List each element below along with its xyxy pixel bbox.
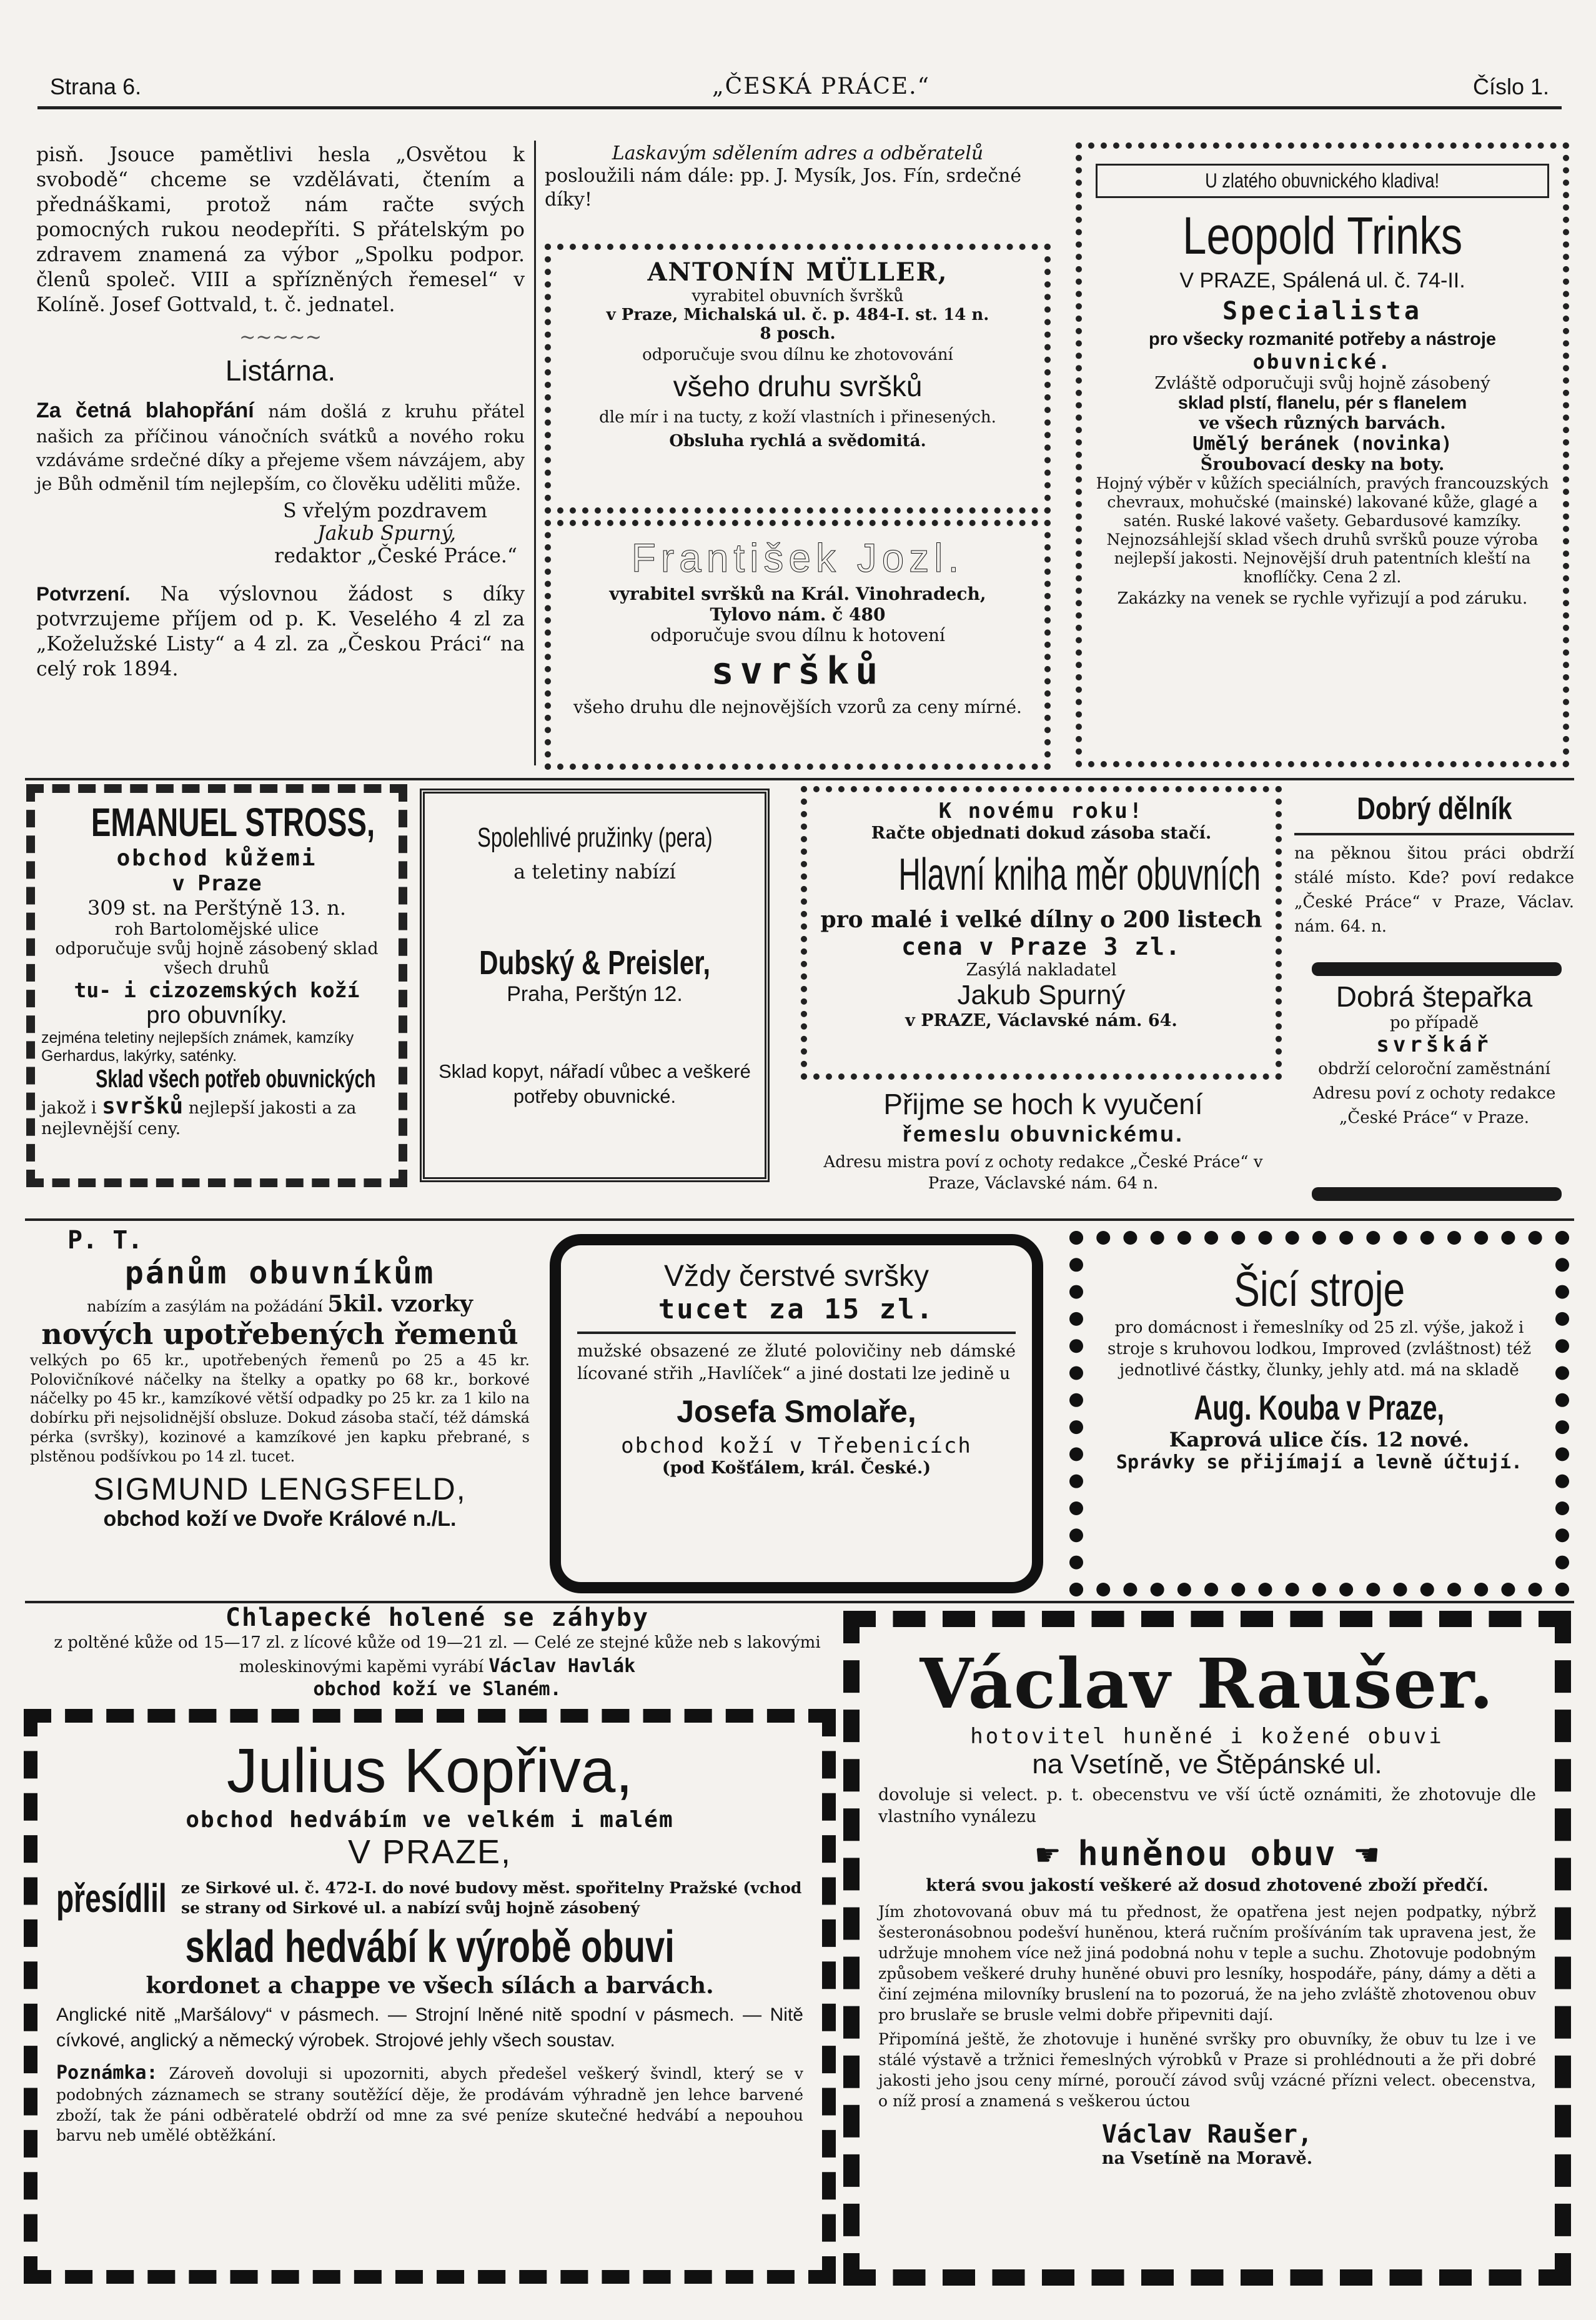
trinks-line-3: Zvláště odporučuji svůj hojně zásobený — [1154, 374, 1490, 393]
dubsky-line-1-text: Spolehlivé pružinky (pera) — [477, 822, 713, 853]
ad-kopriva — [24, 1709, 836, 2284]
kopriva-big-text: sklad hedvábí k výrobě obuvi — [185, 1922, 675, 1972]
smolar-name: Josefa Smolaře, — [677, 1394, 916, 1430]
ad-havlak — [50, 1603, 825, 1700]
kopriva-line-2: ze Sirkové ul. č. 472-I. do nové budovy měst. spořitelny Pražské (vchod se strany od Sirkové ul. a nabízí svůj hojně zásobený — [181, 1878, 802, 1917]
section-rule-1 — [25, 778, 1574, 780]
stross-name — [41, 799, 392, 845]
muller-name: ANTONÍN MÜLLER, — [647, 257, 948, 287]
delnik-text: na pěknou šitou práci obdrží stálé místo. Kde? poví redakce „České Práce“ v Praze, Václav. nám. 64. n. — [1294, 844, 1574, 936]
kouba-name-text: Aug. Kouba v Praze, — [1194, 1388, 1445, 1428]
ad-dubsky — [420, 789, 770, 1182]
kopriva-note — [56, 2061, 803, 2146]
hoch-line-3: Adresu mistra poví z ochoty redakce „České Práce“ v Praze, Václavské nám. 64 n. — [823, 1153, 1263, 1193]
kniha-line-5: Zasýlá nakladatel — [966, 960, 1117, 980]
rauser-signature: Václav Raušer, — [1101, 2120, 1313, 2149]
havlak-body: z poltěné kůže od 15—17 zl. z lícové kůže od 19—21 zl. — Celé ze stejné kůže neb s lakovými moleskinovými kapěmi vyrábí — [54, 1633, 821, 1676]
trinks-line-4: sklad plstí, flanelu, pér s flanelem — [1177, 393, 1467, 413]
rauser-line-4: která svou jakostí veškeré až dosud zhotovené zboží předčí. — [926, 1876, 1489, 1896]
dubsky-addr: Praha, Perštýn 12. — [507, 982, 683, 1006]
stross-line-10a: jakož i — [41, 1098, 102, 1118]
dubsky-name — [434, 943, 756, 982]
rauser-big: huněnou obuv — [1078, 1834, 1337, 1874]
ad-jozl — [545, 520, 1051, 770]
trinks-line-7: Šroubovací desky na boty. — [1200, 455, 1445, 474]
kniha-line-6: v PRAZE, Václavské nám. 64. — [905, 1011, 1177, 1030]
hand-left-icon: ☛ — [1034, 1838, 1061, 1873]
lengsfeld-line-3a: nabízím a zasýlám na požádání — [87, 1298, 328, 1315]
smolar-line-4: obchod koží v Třebenicích — [621, 1433, 972, 1459]
smolar-line-5: (pod Košťálem, král. České.) — [662, 1458, 931, 1478]
kopriva-big — [56, 1921, 803, 1973]
jozl-name: František Jozl. — [631, 535, 964, 580]
trinks-top — [1096, 164, 1549, 198]
stepar-title: Dobrá štepařka — [1336, 980, 1533, 1013]
column-left — [36, 142, 525, 682]
lengsfeld-line-4: nových upotřebených řemenů — [41, 1317, 518, 1351]
kouba-text: pro domácnost i řemeslníky od 25 zl. výše, jakož i stroje s kruhovou lodkou, Improved (zvláštnost) též jednotlivé částky, člunky, jehly atd. má na skladě — [1107, 1318, 1532, 1380]
stross-line-9 — [41, 1065, 392, 1093]
kopriva-line-1: obchod hedvábím ve velkém i malém — [186, 1807, 674, 1833]
kopriva-line-3: kordonet a chappe ve všech sílách a barvách. — [146, 1973, 714, 1999]
stepar-text: obdrží celoroční zaměstnání Adresu poví z ochoty redakce „České Práce“ v Praze. — [1312, 1060, 1556, 1127]
kouba-line-1: Správky se přijímají a levně účtují. — [1116, 1451, 1523, 1474]
laskavym-text: Laskavým sdělením adres a odběratelů — [612, 142, 984, 164]
hoch-line-2: řemeslu obuvnickému. — [902, 1121, 1184, 1147]
listarna-body: nám došlá z kruhu přátel našich za příčinou vánočních svátků a nového roku vzdáváme srdečné díky a přejeme všem návzájem, aby je Bůh odměnil tím nejlepším, co člověku uděliti může. — [36, 401, 525, 495]
header-rule — [37, 106, 1562, 109]
rauser-text-2: Připomíná ještě, že zhotovuje i huněné svršky pro obuvníky, že obuv tu lze i ve stálé výstavě a tržnici řemeslných výrobků v Praze si prohlédnouti a že při dobré jakosti jeho jsou ceny mírné, poroučí závod svůj vzácné přízni velect. obecenstva, o níž prosí a znamená s veškerou úctou — [878, 2030, 1536, 2111]
rauser-name: Václav Raušer. — [919, 1643, 1495, 1724]
trinks-line-8: Hojný výběr v kůžích speciálních, pravých francouzských chevraux, mohučské (mainské) lakované kůže, glagé a satén. Ruské lakové vašety. Gebardusové kamzíky. Nejnozsáhlejší sklad všech druhů svršků pouze výroba nejlepší jakosti. Nejnovější druh patentních kleští na knoflíčky. Cena 2 zl. — [1096, 474, 1549, 586]
stross-line-9-text: Sklad všech potřeb obuvnických — [96, 1065, 376, 1093]
kopriva-name: Julius Kopřiva, — [226, 1736, 633, 1806]
ad-kouba — [1069, 1231, 1569, 1596]
stross-line-2: v Praze — [172, 871, 262, 896]
kouba-title — [1096, 1261, 1543, 1318]
stross-line-10 — [41, 1093, 392, 1138]
kniha-title — [813, 849, 1269, 900]
stross-line-7: pro obuvníky. — [146, 1002, 287, 1028]
havlak-addr: obchod koží ve Slaném. — [313, 1678, 562, 1701]
black-bar-2 — [1312, 1187, 1562, 1201]
kniha-line-2: Račte objednati dokud zásoba stačí. — [871, 824, 1212, 843]
dubsky-line-1 — [434, 822, 756, 854]
muller-line-2: v Praze, Michalská ul. č. p. 484-I. st. 14 n. — [606, 306, 989, 324]
greeting: S vřelým pozdravem — [283, 500, 487, 523]
delnik-title-text: Dobrý dělník — [1356, 791, 1512, 826]
column-middle — [545, 142, 1051, 212]
dubsky-line-2: a teletiny nabízí — [513, 860, 676, 884]
signature-role: redaktor „České Práce.“ — [274, 545, 517, 568]
stross-line-1: obchod kůžemi — [116, 845, 317, 871]
delnik-title — [1294, 790, 1574, 827]
ad-lengsfeld — [30, 1226, 530, 1531]
dubsky-name-text: Dubský & Preisler, — [479, 944, 710, 982]
jozl-big: svršků — [711, 649, 885, 693]
ad-trinks — [1076, 142, 1569, 767]
potvrzeni-text — [36, 581, 525, 682]
dubsky-line-3: Sklad kopyt, nářadí vůbec a veškeré potřeby obuvnické. — [439, 1060, 751, 1108]
ad-stepar — [1294, 980, 1574, 1130]
smolar-rule — [577, 1332, 1016, 1334]
lengsfeld-text: velkých po 65 kr., upotřebených řemenů po 25 a 45 kr. Polovičníkové náčelky na štelky a opatky po 68 kr., borkové náčelky po 45 kr., kamzíkové větší odpadky po 25 kr. za 1 kilo na dobírku při nejsolidnější obsluze. Dokud zásoba stačí, též dámská pérka (svršky), kozinové a kamzíkové jen kapku přebrané, s plstěnou podšívkou po 14 zl. tucet. — [30, 1352, 530, 1465]
jozl-line-2: Tylovo nám. č 480 — [710, 604, 886, 625]
smolar-line-2: tucet za 15 zl. — [658, 1293, 935, 1325]
rauser-addr: na Vsetíně na Moravě. — [1101, 2149, 1313, 2169]
ad-smolar — [550, 1234, 1043, 1593]
kniha-line-1: K novému roku! — [938, 799, 1144, 824]
kopriva-city: V PRAZE, — [347, 1833, 512, 1871]
trinks-line-1: pro všecky rozmanité potřeby a nástroje — [1148, 329, 1497, 349]
stross-line-10c: nejlepší jakosti a za nejlevnější ceny. — [41, 1098, 357, 1138]
potvrzeni-body: Na výslovnou žádost s díky potvrzujeme příjem od p. K. Veselého 4 zl za „Koželužské Listy“ a 4 zl. za „Českou Práci“ na celý rok 1894. — [36, 583, 525, 681]
trinks-line-2: obuvnické. — [1252, 350, 1392, 374]
lengsfeld-name: SIGMUND LENGSFELD, — [93, 1471, 467, 1507]
kniha-name: Jakub Spurný — [957, 980, 1126, 1010]
lengsfeld-line-3b: 5kil. vzorky — [327, 1291, 473, 1317]
trinks-name-text: Leopold Trinks — [1182, 206, 1462, 265]
ad-hoch — [812, 1087, 1274, 1195]
ad-delnik — [1294, 790, 1574, 939]
jozl-line-4: všeho druhu dle nejnovějších vzorů za ceny mírné. — [573, 697, 1022, 717]
muller-big: všeho druhu svršků — [673, 370, 923, 402]
kouba-title-text: Šicí stroje — [1234, 1262, 1405, 1317]
column-rule-1 — [534, 141, 536, 765]
ad-rauser — [843, 1611, 1571, 2286]
potvrzeni-lead: Potvrzení. — [36, 582, 131, 605]
listarna-heading: Listárna. — [225, 354, 336, 387]
section-rule-2 — [25, 1218, 1574, 1221]
kouba-name — [1096, 1387, 1543, 1428]
rauser-text: Jím zhotovovaná obuv má tu přednost, že opatřena jest nejen podpatky, nýbrž šesteronásobnou podešví huněnou, která ručním prošíváním tak upravena jest, že udržuje mnohem více než jiná podobná nohu v teple a suchu. Zhotovuje podobným způsobem veškeré druhy huněné obuvi pro lesníky, hospodáře, pány, dámy a děti a činí zejména milovníky bruslení na to pozoruá, že na jeho zvláště zhotovenou obuv pro bruslaře se brusle velmi dobře připevniti dají. — [878, 1903, 1536, 2024]
kopriva-note-lead: Poznámka: — [56, 2062, 158, 2084]
issue-number: Číslo 1. — [1472, 74, 1549, 99]
listarna-lead: Za četná blahopřání — [36, 399, 254, 422]
jozl-line-1: vyrabitel svršků na Král. Vinohradech, — [609, 584, 986, 604]
ad-kniha — [801, 786, 1282, 1080]
lengsfeld-addr: obchod koží ve Dvoře Králové n./L. — [103, 1507, 457, 1531]
trinks-spec: Specialista — [1222, 297, 1422, 326]
muller-line-6: Obsluha rychlá a svědomitá. — [669, 432, 926, 451]
kniha-line-3: pro malé i velké dílny o 200 listech — [820, 907, 1262, 933]
listarna-text — [36, 396, 525, 496]
smolar-line-1: Vždy čerstvé svršky — [663, 1260, 929, 1293]
havlak-title: Chlapecké holené se záhyby — [225, 1603, 650, 1632]
muller-line-1: vyrabitel obuvních švršků — [691, 287, 904, 306]
trinks-top-text: U zlatého obuvnického kladiva! — [1205, 169, 1440, 192]
trinks-name — [1096, 206, 1549, 266]
spolek-text: pisň. Jsouce pamětlivi hesla „Osvětou k svobodě“ chceme se vzdělávati, čtením a přednáškami, protož nám račte svých pomocných rukou neodepříti. S přátelským po zdravem znamená za výbor „Spolku podpor. členů společ. VIII a spřízněných řemesel“ v Kolíně. Josef Gottvald, t. č. jednatel. — [36, 144, 525, 316]
rauser-line-1: hotovitel huněné i kožené obuvi — [970, 1724, 1444, 1749]
muller-line-3: 8 posch. — [760, 324, 836, 343]
black-bar — [1312, 962, 1562, 976]
kopriva-moved-row — [56, 1875, 803, 1921]
rauser-line-3: dovoluje si velect. p. t. obecenstvu ve vší úctě oznámiti, že zhotovuje dle vlastního vynálezu — [878, 1785, 1536, 1827]
ad-muller — [545, 244, 1051, 514]
ad-stross — [26, 784, 407, 1187]
havlak-text — [50, 1632, 825, 1678]
stross-line-3: 309 st. na Perštýně 13. n. — [87, 896, 346, 920]
hand-right-icon: ☚ — [1353, 1838, 1380, 1873]
poslouzili-text: posloužili nám dále: pp. J. Mysík, Jos. Fín, srdečné díky! — [545, 165, 1022, 211]
jozl-line-3: odporučuje svou dílnu k hotovení — [650, 625, 945, 645]
stross-line-5: odporučuje svůj hojně zásobený sklad všech druhů — [55, 939, 379, 978]
stepar-line-2: svrškář — [1376, 1032, 1492, 1057]
newspaper-title: „ČESKÁ PRÁCE.“ — [712, 74, 931, 99]
stross-line-8: zejména teletiny nejlepších známek, kamzíky Gerhardus, lakýrky, saténky. — [41, 1029, 354, 1065]
stross-line-6: tu- i cizozemských koží — [74, 978, 360, 1002]
smolar-line-3: mužské obsazené ze žluté polovičiny neb dámské lícované střih „Havlíček“ a jiné dostati lze jedině u — [577, 1342, 1016, 1383]
hoch-line-1: Přijme se hoch k vyučení — [883, 1088, 1203, 1120]
trinks-line-6: Umělý beránek (novinka) — [1192, 433, 1452, 455]
stepar-line-1: po případě — [1389, 1013, 1479, 1032]
lengsfeld-line-2: pánům obuvníkům — [124, 1255, 435, 1291]
trinks-line-9: Zakázky na venek se rychle vyřizují a pod záruku. — [1117, 589, 1528, 608]
havlak-name: Václav Havlák — [488, 1655, 636, 1677]
kniha-line-4: cena v Praze 3 zl. — [901, 933, 1181, 960]
stross-line-4: roh Bartolomějské ulice — [114, 920, 319, 939]
stross-line-10b: svršků — [102, 1093, 184, 1119]
page-number: Strana 6. — [50, 74, 142, 99]
trinks-line-5: ve všech různých barvách. — [1199, 414, 1446, 433]
delnik-rule — [1294, 833, 1574, 835]
rauser-big-row — [878, 1834, 1536, 1873]
lengsfeld-line-1: P. T. — [67, 1226, 143, 1255]
muller-line-4: odporučuje svou dílnu ke zhotovování — [642, 346, 953, 364]
signature: Jakub Spurný, — [317, 522, 456, 545]
kouba-addr: Kaprová ulice čís. 12 nové. — [1169, 1428, 1470, 1452]
kniha-title-text: Hlavní kniha měr obuvních — [898, 850, 1261, 900]
page-header — [50, 74, 1549, 105]
kopriva-line-4: Anglické nitě „Maršálovy“ v pásmech. — Strojní lněné nitě spodní v pásmech. — Nitě cívkové, anglický a německý výrobek. Strojové jehly všech soustav. — [56, 2004, 803, 2051]
stross-name-text: EMANUEL STROSS, — [91, 800, 375, 845]
rauser-line-2: na Vsetíně, ve Štěpánské ul. — [1032, 1749, 1382, 1780]
kopriva-note-body: Zároveň dovoluji si upozorniti, abych předešel veškerý švindl, který se v podobných záznamech se strany soutěžící děje, že prodávám výhradně jen lehce barvené zboží, tak že páni odběratelé obdrží od mne za své peníze skutečné hedvábí a nepouhou barvu neb umělé obtěžkání. — [56, 2064, 803, 2144]
muller-line-5: dle mír i na tucty, z koží vlastních i přinesených. — [599, 408, 996, 427]
lengsfeld-line-3 — [30, 1291, 530, 1317]
kopriva-moved: přesídlil — [56, 1876, 167, 1921]
trinks-addr: V PRAZE, Spálená ul. č. 74-II. — [1179, 269, 1465, 292]
ornament-divider: ~~~~~ — [239, 326, 322, 349]
